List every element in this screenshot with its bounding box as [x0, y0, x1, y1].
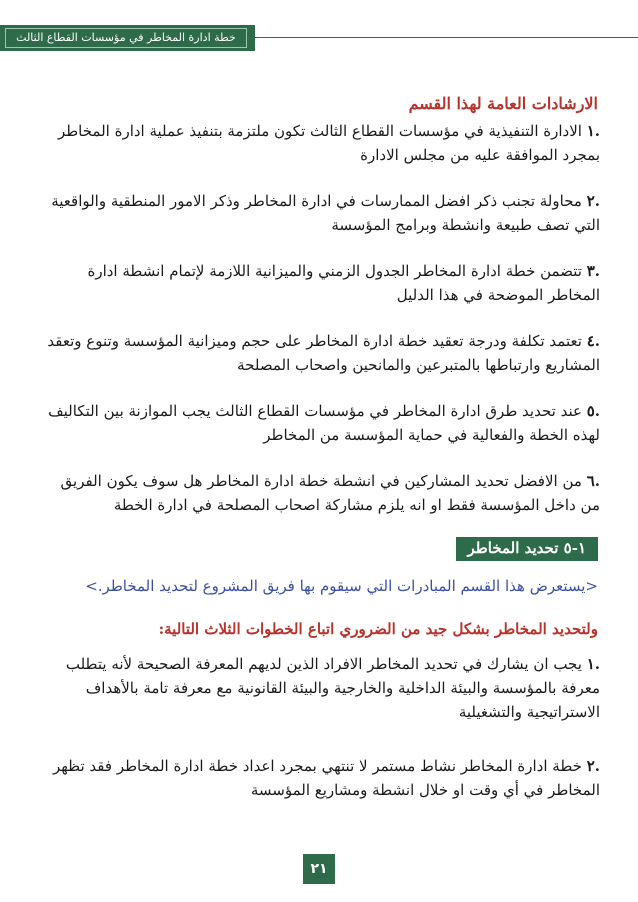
item-text: يجب ان يشارك في تحديد المخاطر الافراد الذين لديهم المعرفة الصحيحة لأنه يتطلب معرفة بالمؤسسة والبيئة الداخلية والخارجية والبيئة القانونية مع معرفة تامة بالأهداف الاستراتيجية والتشغيلية [65, 655, 600, 721]
header-title: خطة ادارة المخاطر في مؤسسات القطاع الثالث [16, 31, 236, 44]
item-text: عند تحديد طرق ادارة المخاطر في مؤسسات القطاع الثالث يجب الموازنة بين التكاليف لهذه الخطة والفعالية في حماية المؤسسة من المخاطر [48, 402, 600, 444]
item-text: من الافضل تحديد المشاركين في انشطة خطة ادارة المخاطر هل سوف يكون الفريق من داخل المؤسسة فقط او انه يلزم مشاركة اصحاب المصلحة في ادارة الخطة [60, 472, 600, 514]
subsection-heading: ١-٥ تحديد المخاطر [456, 537, 598, 561]
step-item [40, 754, 600, 802]
item-number: .٥ [586, 402, 600, 420]
item-text: محاولة تجنب ذكر افضل الممارسات في ادارة المخاطر وذكر الامور المنطقية والواقعية التي تصف طبيعة وانشطة وبرامج المؤسسة [51, 192, 600, 234]
header-title-box [0, 25, 255, 51]
guidelines-list [40, 119, 600, 539]
item-text: الادارة التنفيذية في مؤسسات القطاع الثالث تكون ملتزمة بتنفيذ عملية ادارة المخاطر بمجرد الموافقة عليه من مجلس الادارة [57, 122, 600, 164]
step-item [40, 652, 600, 724]
page-header [0, 25, 638, 51]
item-number: .٢ [586, 757, 600, 775]
guideline-item [40, 189, 600, 237]
item-number: .١ [586, 122, 600, 140]
item-number: .٢ [586, 192, 600, 210]
item-number: .١ [586, 655, 600, 673]
item-text: خطة ادارة المخاطر نشاط مستمر لا تنتهي بمجرد اعداد خطة ادارة المخاطر فقد تظهر المخاطر في أي وقت او خلال انشطة ومشاريع المؤسسة [52, 757, 600, 799]
item-number: .٤ [586, 332, 600, 350]
guideline-item [40, 329, 600, 377]
intro-note: <يستعرض هذا القسم المبادرات التي سيقوم بها فريق المشروع لتحديد المخاطر.> [85, 577, 598, 595]
item-number: .٣ [586, 262, 600, 280]
guideline-item [40, 469, 600, 517]
guideline-item [40, 399, 600, 447]
guideline-item [40, 259, 600, 307]
section-heading: الارشادات العامة لهذا القسم [408, 94, 598, 113]
header-rule [255, 37, 638, 51]
item-number: .٦ [586, 472, 600, 490]
steps-list [40, 652, 600, 832]
item-text: تتضمن خطة ادارة المخاطر الجدول الزمني والميزانية اللازمة لإتمام انشطة ادارة المخاطر الموضحة في هذا الدليل [87, 262, 600, 304]
steps-heading: ولتحديد المخاطر بشكل جيد من الضروري اتباع الخطوات الثلاث التالية: [158, 620, 598, 638]
page-number: ٢١ [303, 854, 335, 884]
guideline-item [40, 119, 600, 167]
item-text: تعتمد تكلفة ودرجة تعقيد خطة ادارة المخاطر على حجم وميزانية المؤسسة وتنوع وتعقد المشاريع وارتباطها بالمتبرعين والمانحين واصحاب المصلحة [47, 332, 600, 374]
